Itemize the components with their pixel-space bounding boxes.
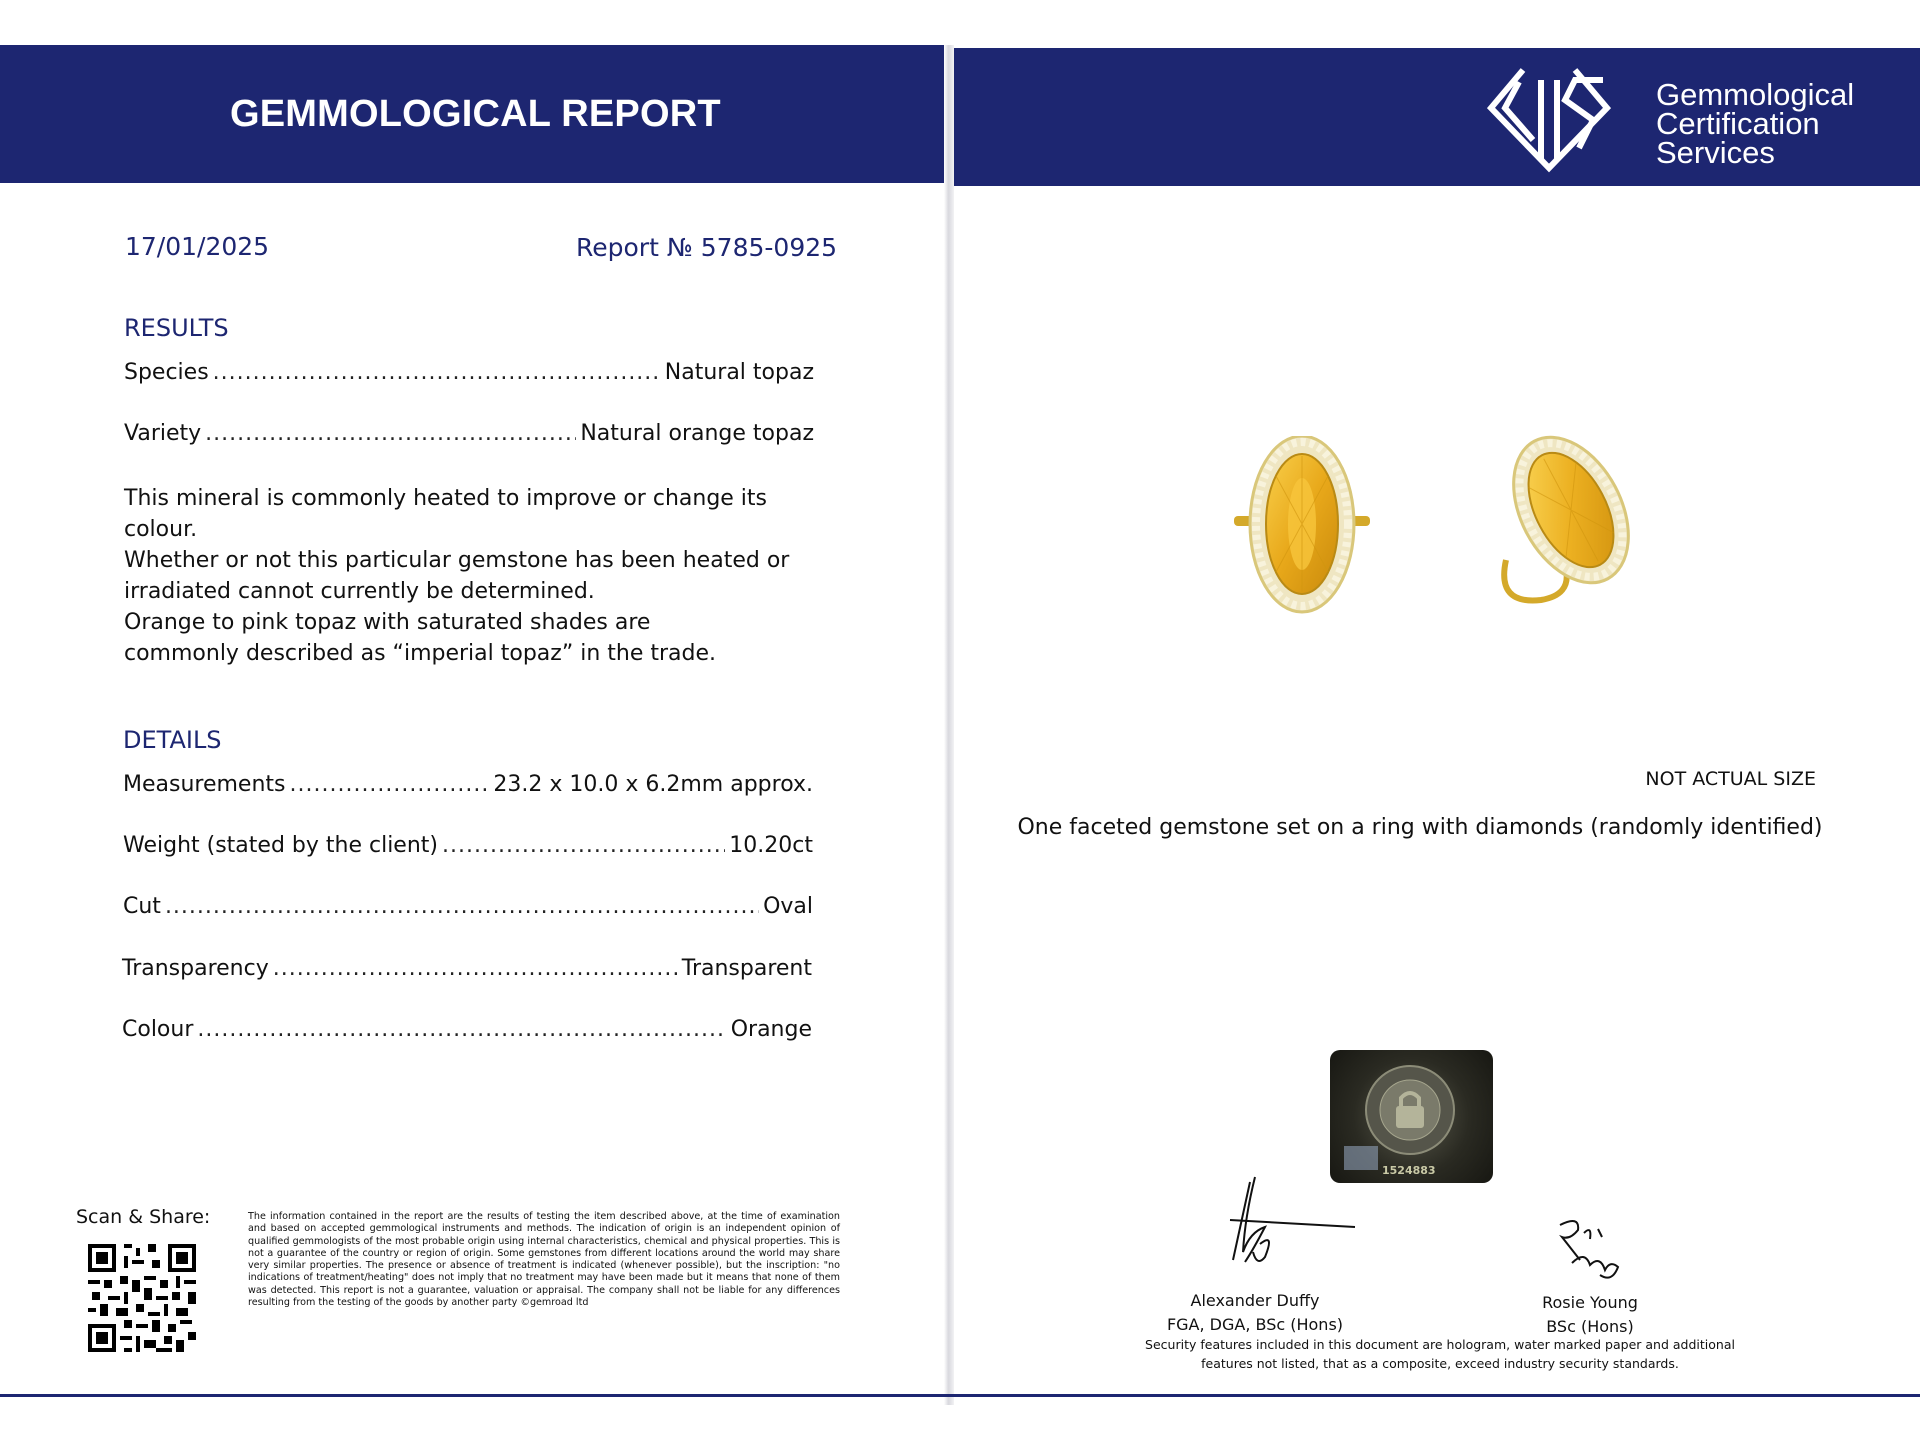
row-label: Species bbox=[124, 360, 209, 385]
image-caption: One faceted gemstone set on a ring with diamonds (randomly identified) bbox=[1017, 815, 1823, 840]
seal-number: 1524883 bbox=[1382, 1164, 1436, 1177]
row-label: Colour bbox=[122, 1017, 194, 1042]
results-heading: RESULTS bbox=[124, 314, 229, 342]
treatment-paragraph bbox=[124, 483, 824, 607]
row-label: Measurements bbox=[123, 772, 286, 797]
security-note-line: features not listed, that as a composite, exceed industry security standards. bbox=[1201, 1356, 1679, 1371]
signatory-name: Rosie Young bbox=[1542, 1293, 1638, 1312]
paragraph-line: This mineral is commonly heated to improve or change its colour. bbox=[124, 486, 768, 542]
paragraph-line: irradiated cannot currently be determined. bbox=[124, 579, 595, 604]
ring-side-view-image bbox=[1486, 430, 1636, 610]
row-label: Variety bbox=[124, 421, 202, 446]
row-value: Oval bbox=[763, 894, 813, 919]
detail-row-transparency bbox=[122, 956, 812, 981]
gcs-logo-icon bbox=[1483, 64, 1643, 174]
leader-dots bbox=[213, 360, 661, 385]
security-note bbox=[1120, 1335, 1760, 1373]
leader-dots bbox=[273, 956, 678, 981]
report-title: GEMMOLOGICAL REPORT bbox=[230, 93, 721, 135]
leader-dots bbox=[205, 421, 576, 446]
paragraph-line: commonly described as “imperial topaz” in the trade. bbox=[124, 641, 717, 666]
result-row-variety bbox=[124, 421, 814, 446]
details-heading: DETAILS bbox=[123, 726, 222, 754]
paragraph-line: Whether or not this particular gemstone has been heated or bbox=[124, 548, 790, 573]
row-label: Transparency bbox=[122, 956, 269, 981]
row-value: 10.20ct bbox=[729, 833, 813, 858]
report-date: 17/01/2025 bbox=[125, 232, 270, 261]
row-value: Transparent bbox=[681, 956, 812, 981]
row-value: Orange bbox=[730, 1017, 812, 1042]
row-value: Natural topaz bbox=[664, 360, 814, 385]
logo-wordmark bbox=[1656, 77, 1855, 170]
row-value: Natural orange topaz bbox=[580, 421, 814, 446]
logo-line-2: Certification bbox=[1656, 106, 1820, 141]
signatory-credentials: BSc (Hons) bbox=[1546, 1317, 1634, 1336]
disclaimer-text: The information contained in the report are the results of testing the item described above, at the time of examination and based on accepted gemmological instruments and methods. The indication of origin is an independent opinion of qualified gemmologists of the most probable origin using internal characteristics, chemical and physical properties. This is not a guarantee of the country or region of origin. Some gemstones from different locations around the world may share very similar properties. The presence or absence of treatment is indicated (whenever possible), but the inscription: "no indications of treatment/heating" does not imply that no treatment may have been made but it means that none of them was detected. This report is not a guarantee, valuation or appraisal. The company shall not be liable for any differences resulting from the testing of the goods by another party ©gemroad ltd bbox=[248, 1211, 840, 1309]
signature-alexander-duffy bbox=[1205, 1172, 1365, 1272]
signature-rosie-young bbox=[1550, 1215, 1630, 1285]
leader-dots bbox=[290, 772, 490, 797]
leader-dots bbox=[165, 894, 759, 919]
signatory-credentials: FGA, DGA, BSc (Hons) bbox=[1166, 1315, 1344, 1334]
detail-row-colour bbox=[122, 1017, 812, 1042]
detail-row-weight bbox=[123, 833, 813, 858]
qr-code-icon[interactable] bbox=[88, 1244, 196, 1352]
hologram-seal bbox=[1330, 1050, 1493, 1183]
bottom-rule bbox=[0, 1394, 1920, 1397]
report-number: Report № 5785-0925 bbox=[576, 233, 838, 262]
ring-front-view-image bbox=[1232, 436, 1372, 616]
paragraph-line: Orange to pink topaz with saturated shades are bbox=[124, 610, 651, 635]
signatory-name: Alexander Duffy bbox=[1190, 1291, 1320, 1310]
scan-share-label: Scan & Share: bbox=[76, 1206, 211, 1228]
detail-row-measurements bbox=[123, 772, 813, 797]
leader-dots bbox=[442, 833, 725, 858]
row-label: Weight (stated by the client) bbox=[123, 833, 438, 858]
page-fold bbox=[944, 45, 954, 1405]
row-label: Cut bbox=[123, 894, 161, 919]
leader-dots bbox=[197, 1017, 726, 1042]
result-row-species bbox=[124, 360, 814, 385]
row-value: 23.2 x 10.0 x 6.2mm approx. bbox=[493, 772, 813, 797]
imperial-topaz-paragraph bbox=[124, 607, 824, 669]
detail-row-cut bbox=[123, 894, 813, 919]
security-note-line: Security features included in this document are hologram, water marked paper and additional bbox=[1145, 1337, 1735, 1352]
logo-line-3: Services bbox=[1656, 135, 1775, 170]
logo-line-1: Gemmological bbox=[1656, 77, 1855, 112]
not-actual-size-label: NOT ACTUAL SIZE bbox=[1645, 768, 1816, 790]
